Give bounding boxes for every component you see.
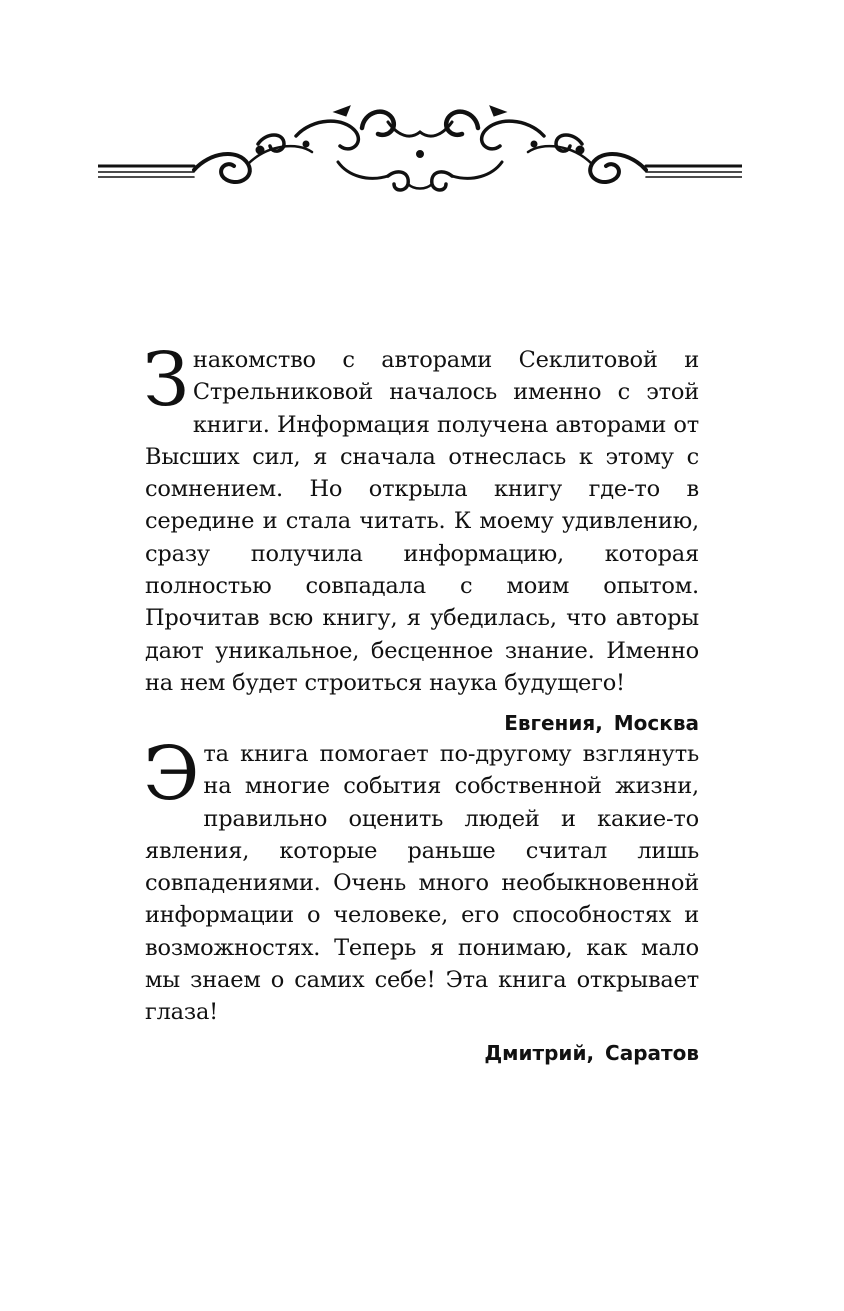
drop-cap-letter: Э (143, 731, 200, 817)
review-signature: Евгения, Москва (504, 711, 699, 736)
review-paragraph (143, 731, 699, 1029)
review-signature: Дмитрий, Саратов (484, 1040, 699, 1065)
review-block-1 (143, 337, 699, 736)
review-body-text: накомство с авторами Секлитовой и Стрельниковой началось именно с этой книги. Информация получена авторами от Высших сил, я сначала отнеслась к этому с сомнением. Но открыла книгу где-то в середине и стала читать. К моему удивлению, сразу получила информацию, которая полностью совпадала с моим опытом. Прочитав всю книгу, я убедилась, что авторы дают уникальное, бесценное знание. Именно на нем будет строиться наука будущего! (145, 347, 699, 696)
review-paragraph (143, 337, 699, 699)
review-block-2 (143, 731, 699, 1065)
drop-cap-letter: З (143, 337, 189, 423)
ornamental-scroll-divider-icon (98, 92, 742, 198)
review-body-text: та книга помогает по-другому взглянуть на многие события собственной жизни, правильно оценить людей и какие-то явления, которые раньше считал лишь совпадениями. Очень много необыкновенной информации о человеке, его способностях и возможностях. Теперь я понимаю, как мало мы знаем о самих себе! Эта книга открывает глаза! (145, 741, 699, 1026)
